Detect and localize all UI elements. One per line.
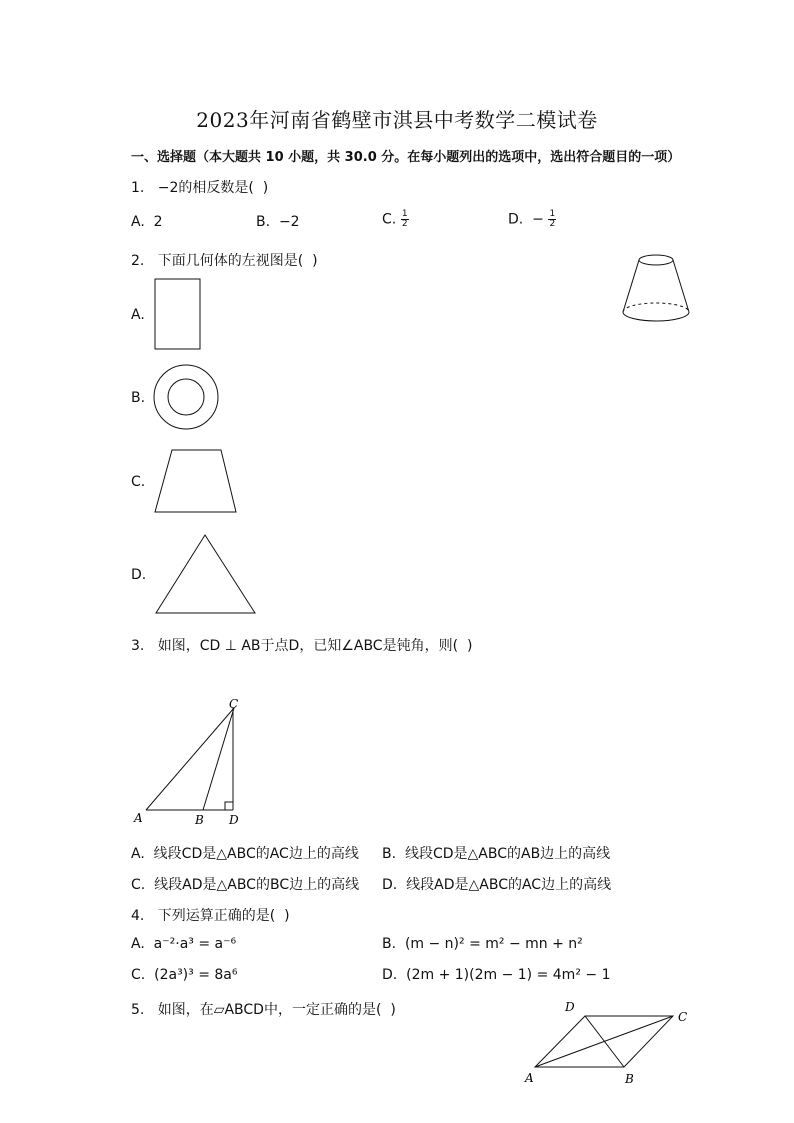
label-c: C — [678, 1010, 688, 1024]
q1-option-b: B. −2 — [256, 214, 300, 230]
label-d: D — [229, 813, 239, 827]
q2-option-b: B. — [131, 390, 146, 406]
q3-option-c: C. 线段AD是△ABC的BC边上的高线 — [131, 877, 360, 893]
q1-option-c-fraction — [401, 210, 409, 229]
q4-option-a: A. a⁻²⋅a³ = a⁻⁶ — [131, 936, 237, 952]
q2-option-d: D. — [131, 567, 147, 583]
label-c: C — [229, 697, 239, 711]
q4-option-d: D. (2m + 1)(2m − 1) = 4m² − 1 — [382, 967, 611, 983]
q1-option-d — [508, 210, 556, 229]
q3-option-d: D. 线段AD是△ABC的AC边上的高线 — [382, 877, 612, 893]
q2-option-a-rectangle — [154, 278, 202, 352]
q4-option-c: C. (2a³)³ = 8a⁶ — [131, 967, 238, 983]
question-5-stem: 5. 如图，在▱ABCD中，一定正确的是( ) — [131, 1002, 396, 1018]
frustum-top-ellipse — [639, 255, 673, 265]
frustum-bottom-front — [623, 312, 689, 321]
frustum-figure — [618, 250, 694, 328]
label-a: A — [134, 811, 143, 825]
q4-option-b: B. (m − n)² = m² − mn + n² — [382, 936, 583, 952]
question-3-stem: 3. 如图，CD ⊥ AB于点D，已知∠ABC是钝角，则( ) — [131, 638, 473, 654]
question-4-stem: 4. 下列运算正确的是( ) — [131, 908, 290, 924]
q1-option-c — [382, 210, 409, 229]
label-d: D — [565, 1000, 575, 1014]
q2-option-a: A. — [131, 307, 145, 323]
frustum-right-edge — [673, 260, 689, 312]
q1-option-a: A. 2 — [131, 214, 163, 230]
fraction-denominator: 2 — [401, 219, 408, 229]
diagonal-bd — [585, 1016, 624, 1067]
q2-option-c-trapezoid — [153, 448, 239, 516]
fraction-numerator: 1 — [549, 209, 556, 219]
q5-parallelogram-figure — [520, 996, 694, 1090]
q3-option-b: B. 线段CD是△ABC的AB边上的高线 — [382, 846, 611, 862]
fraction-denominator: 2 — [549, 219, 556, 229]
frustum-bottom-back-dashed — [623, 303, 689, 312]
page-title: 2023年河南省鹤壁市淇县中考数学二模试卷 — [196, 108, 598, 132]
question-2-stem: 2. 下面几何体的左视图是( ) — [131, 253, 318, 269]
section-heading: 一、选择题（本大题共 10 小题，共 30.0 分。在每小题列出的选项中，选出符合题目的一项） — [131, 150, 681, 165]
q2-option-b-concentric-circles — [152, 364, 222, 432]
fraction-numerator: 1 — [401, 209, 408, 219]
label-b: B — [625, 1072, 634, 1086]
segment-bc — [203, 708, 234, 810]
label-a: A — [525, 1071, 534, 1085]
q2-option-d-triangle — [154, 533, 258, 617]
q3-triangle-figure — [128, 695, 248, 831]
q2-option-c: C. — [131, 474, 146, 490]
q1-option-d-label: D. − — [508, 211, 544, 228]
question-1-stem: 1. −2的相反数是( ) — [131, 180, 269, 196]
q1-option-d-fraction — [548, 210, 556, 229]
q3-option-a: A. 线段CD是△ABC的AC边上的高线 — [131, 846, 359, 862]
frustum-left-edge — [623, 260, 639, 312]
q1-option-c-label: C. — [382, 211, 397, 228]
label-b: B — [195, 813, 204, 827]
right-angle-mark — [225, 802, 233, 810]
segment-ac — [146, 708, 234, 810]
